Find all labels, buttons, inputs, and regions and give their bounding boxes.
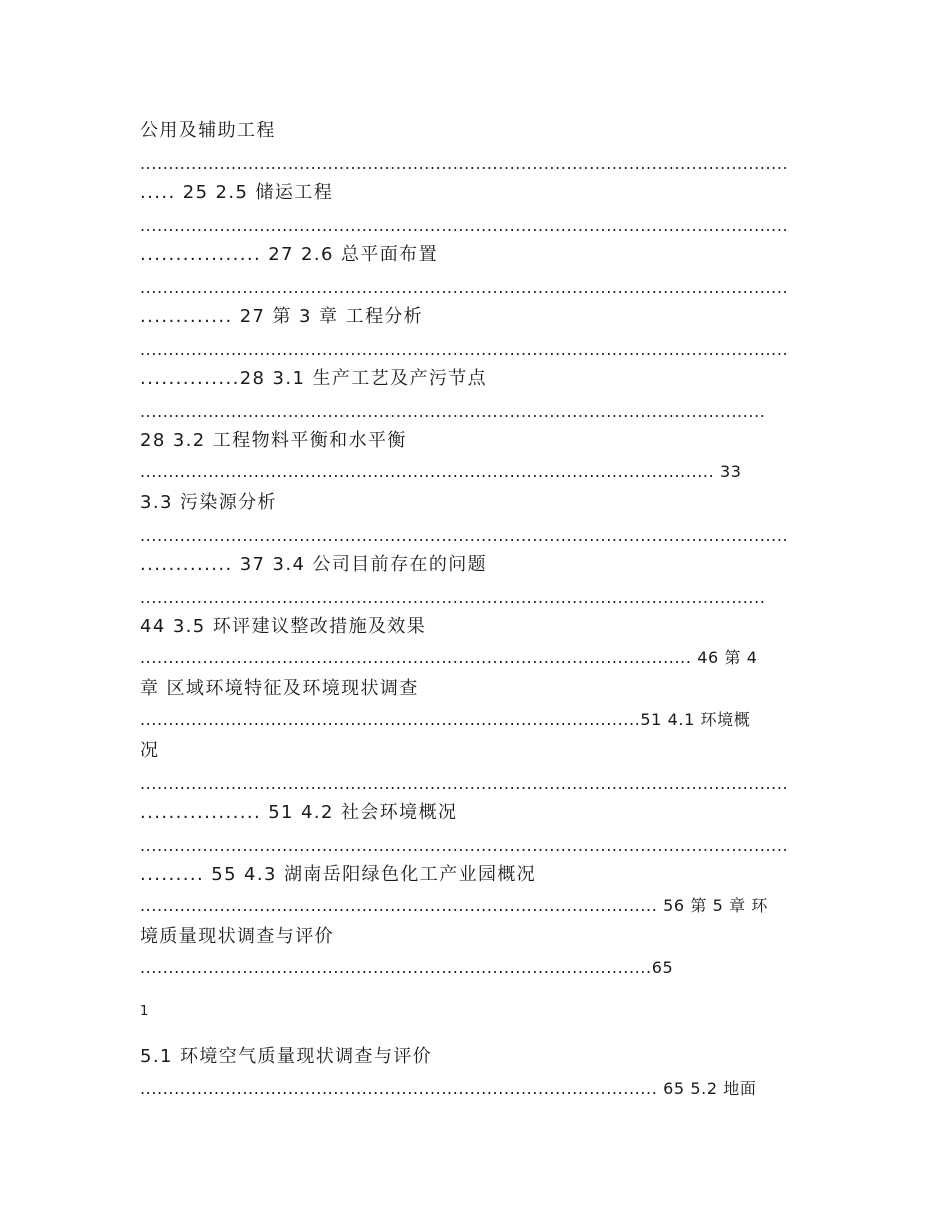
toc-entry: ........................................................................................... 56 第 5 章 环 xyxy=(140,896,768,915)
toc-leader: .................................................................................................................. xyxy=(140,216,789,235)
toc-entry: ................................................................................................. 46 第 4 xyxy=(140,648,758,667)
toc-entry: 章 区域环境特征及环境现状调查 xyxy=(140,678,419,699)
toc-leader: .................................................................................................................. xyxy=(140,526,789,545)
toc-entry: ........................................................................................51 4.1 环境概 xyxy=(140,710,751,729)
toc-entry: 44 3.5 环评建议整改措施及效果 xyxy=(140,616,427,637)
toc-entry: ............. 37 3.4 公司目前存在的问题 xyxy=(140,554,488,575)
toc-entry: 5.1 环境空气质量现状调查与评价 xyxy=(140,1046,433,1067)
toc-entry: ................. 27 2.6 总平面布置 xyxy=(140,244,438,265)
toc-entry: ................. 51 4.2 社会环境概况 xyxy=(140,802,458,823)
toc-entry: ........................................................................................... 65 5.2 地面 xyxy=(140,1079,757,1098)
toc-leader: .............................................................................................................. xyxy=(140,402,766,421)
toc-entry: 况 xyxy=(140,740,160,761)
toc-entry: ............. 27 第 3 章 工程分析 xyxy=(140,306,424,327)
toc-entry: ..................................................................................................... 33 xyxy=(140,462,742,481)
toc-leader: .............................................................................................................. xyxy=(140,588,766,607)
toc-leader: .................................................................................................................. xyxy=(140,340,789,359)
toc-entry: ..........................................................................................65 xyxy=(140,958,674,977)
toc-entry: ..............28 3.1 生产工艺及产污节点 xyxy=(140,368,488,389)
toc-entry: 境质量现状调查与评价 xyxy=(140,926,334,947)
toc-leader: .................................................................................................................. xyxy=(140,836,789,855)
toc-entry: ......... 55 4.3 湖南岳阳绿色化工产业园概况 xyxy=(140,864,537,885)
page-number: 1 xyxy=(140,1004,149,1019)
toc-leader: .................................................................................................................. xyxy=(140,774,789,793)
toc-leader: .................................................................................................................. xyxy=(140,278,789,297)
toc-entry: 公用及辅助工程 xyxy=(140,120,276,141)
toc-entry: 28 3.2 工程物料平衡和水平衡 xyxy=(140,430,407,451)
toc-leader: .................................................................................................................. xyxy=(140,154,789,173)
toc-entry: ..... 25 2.5 储运工程 xyxy=(140,182,334,203)
toc-entry: 3.3 污染源分析 xyxy=(140,492,277,513)
